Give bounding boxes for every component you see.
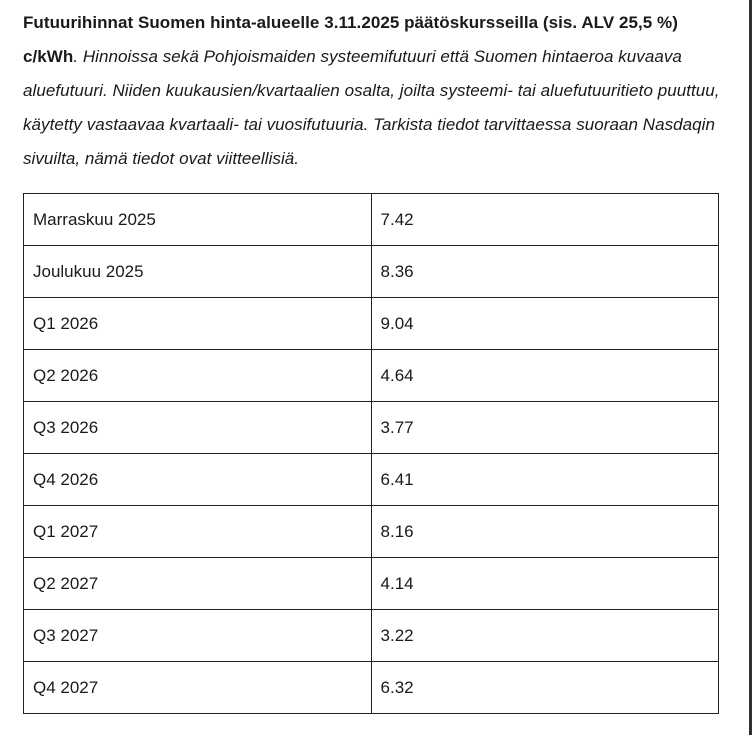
price-cell: 7.42 xyxy=(371,194,718,246)
table-row xyxy=(24,610,719,662)
period-cell: Q3 2026 xyxy=(24,402,372,454)
period-cell: Joulukuu 2025 xyxy=(24,246,372,298)
price-cell: 3.77 xyxy=(371,402,718,454)
price-cell: 4.64 xyxy=(371,350,718,402)
price-cell: 9.04 xyxy=(371,298,718,350)
period-cell: Q1 2026 xyxy=(24,298,372,350)
table-row xyxy=(24,246,719,298)
price-cell: 8.16 xyxy=(371,506,718,558)
period-cell: Q2 2027 xyxy=(24,558,372,610)
price-cell: 6.32 xyxy=(371,662,718,714)
table-row xyxy=(24,558,719,610)
price-cell: 4.14 xyxy=(371,558,718,610)
period-cell: Q4 2027 xyxy=(24,662,372,714)
table-row xyxy=(24,298,719,350)
period-cell: Q1 2027 xyxy=(24,506,372,558)
intro-description: . Hinnoissa sekä Pohjoismaiden systeemifutuuri että Suomen hintaeroa kuvaava aluefutuuri. Niiden kuukausien/kvartaalien osalta, joilta systeemi- tai aluefutuuritieto puuttuu, käytetty vastaavaa kvartaali- tai vuosifutuuria. Tarkista tiedot tarvittaessa suoraan Nasdaqin sivuilta, nämä tiedot ovat viitteellisiä. xyxy=(23,47,720,168)
table-row xyxy=(24,402,719,454)
period-cell: Q3 2027 xyxy=(24,610,372,662)
table-row xyxy=(24,194,719,246)
table-row xyxy=(24,506,719,558)
table-row xyxy=(24,454,719,506)
price-cell: 3.22 xyxy=(371,610,718,662)
price-cell: 6.41 xyxy=(371,454,718,506)
intro-heading: Futuurihinnat Suomen hinta-alueelle 3.11.2025 päätöskursseilla (sis. ALV 25,5 %) c/kWh xyxy=(23,13,678,66)
futures-price-table xyxy=(23,193,719,714)
intro-paragraph xyxy=(23,6,728,176)
table-row xyxy=(24,662,719,714)
price-table-body xyxy=(24,194,719,714)
table-row xyxy=(24,350,719,402)
period-cell: Marraskuu 2025 xyxy=(24,194,372,246)
period-cell: Q2 2026 xyxy=(24,350,372,402)
price-cell: 8.36 xyxy=(371,246,718,298)
period-cell: Q4 2026 xyxy=(24,454,372,506)
